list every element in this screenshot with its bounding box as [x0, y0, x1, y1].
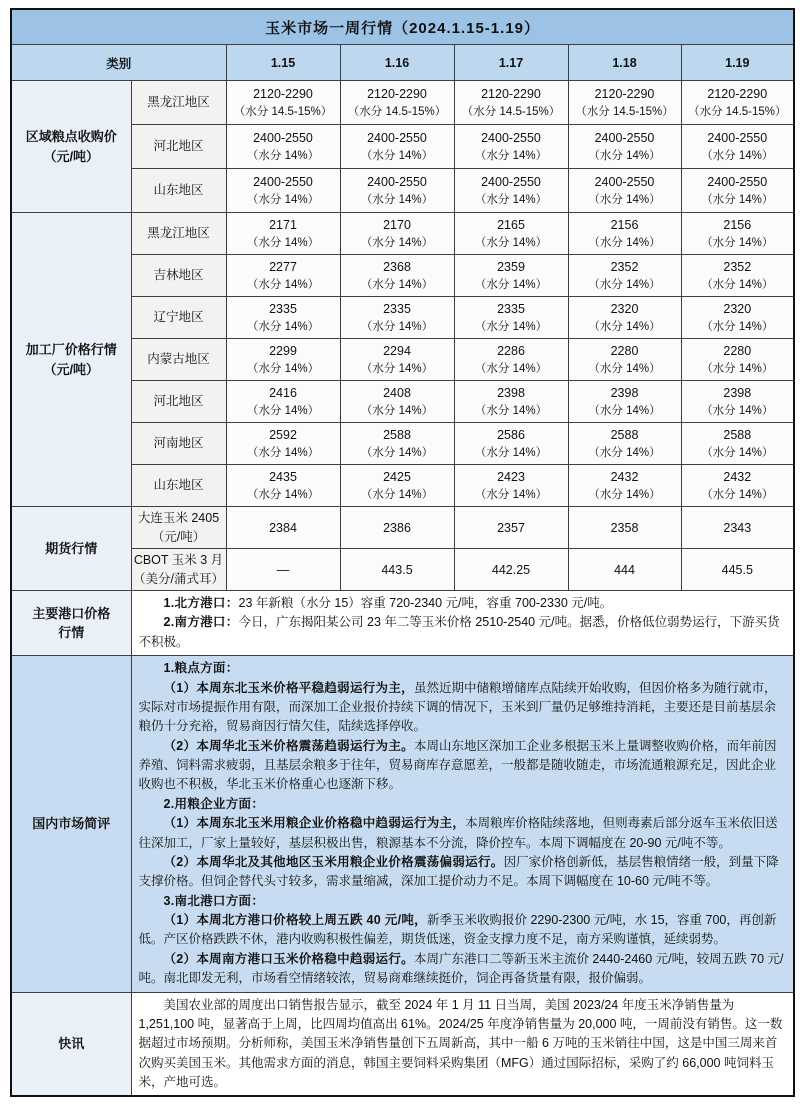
section-label-unit: （元/吨） [43, 148, 100, 164]
price-value: 2286 [497, 343, 525, 358]
price-value: 2343 [723, 520, 752, 535]
price-cell [681, 81, 794, 125]
price-cell [226, 125, 340, 169]
row-label-unit: （元/吨） [151, 529, 206, 544]
moisture-note: （水分 14%） [474, 193, 548, 206]
moisture-note: （水分 14.5-15%） [233, 105, 333, 118]
price-value: 2425 [383, 469, 411, 484]
price-value: 2120-2290 [367, 86, 427, 101]
moisture-note: （水分 14%） [588, 488, 661, 501]
price-cell [681, 381, 794, 423]
row-label-line: 山东地区 [153, 183, 204, 198]
paragraph-text: 今日，广东揭阳某公司 23 年二等玉米价格 2510-2540 元/吨。据悉，价格低位弱势运行，下游买货不积极。 [138, 615, 780, 649]
paragraph-lead: （1）本周北方港口价格较上周五跌 40 元/吨， [163, 913, 427, 927]
price-value: 2384 [269, 520, 297, 535]
price-cell [568, 81, 681, 125]
paragraph-lead: （2）本周华北玉米价格震荡趋弱运行为主。 [163, 738, 414, 753]
price-cell [226, 549, 340, 591]
moisture-note: （水分 14%） [701, 404, 774, 417]
price-cell [454, 255, 568, 297]
price-cell [681, 339, 794, 381]
price-value: 2368 [383, 259, 411, 274]
moisture-note: （水分 14.5-15%） [575, 105, 674, 118]
price-cell [568, 549, 681, 591]
moisture-note: （水分 14%） [474, 236, 548, 249]
price-value: 2280 [723, 343, 752, 358]
price-value: 2156 [723, 217, 752, 232]
price-value: 2294 [383, 343, 411, 358]
moisture-note: （水分 14%） [360, 446, 434, 459]
moisture-note: （水分 14%） [588, 236, 661, 249]
price-value: 2398 [610, 385, 639, 400]
row-label-line: 吉林地区 [153, 268, 204, 283]
price-cell [681, 549, 794, 591]
moisture-note: （水分 14%） [701, 236, 774, 249]
moisture-note: （水分 14%） [474, 446, 548, 459]
row-label-line: 辽宁地区 [153, 310, 204, 325]
row-label-line: CBOT 玉米 3 月 [133, 553, 224, 568]
section-label-unit: （元/吨） [43, 361, 100, 377]
moisture-note: （水分 14%） [588, 404, 661, 417]
paragraph-lead: 3.南北港口方面： [163, 893, 265, 908]
moisture-note: （水分 14%） [701, 362, 774, 375]
paragraph [139, 795, 787, 814]
moisture-note: （水分 14%） [474, 278, 548, 291]
moisture-note: （水分 14%） [246, 362, 320, 375]
moisture-note: （水分 14.5-15%） [461, 105, 561, 118]
price-cell [681, 255, 794, 297]
moisture-note: （水分 14%） [588, 278, 661, 291]
row-label [131, 255, 226, 297]
moisture-note: （水分 14%） [246, 236, 320, 249]
row-label [131, 423, 226, 465]
paragraph-lead: 2.用粮企业方面： [163, 796, 265, 811]
price-cell [681, 169, 794, 213]
price-cell [568, 507, 681, 549]
section-review [11, 656, 794, 992]
moisture-note: （水分 14%） [246, 278, 320, 291]
price-cell [568, 423, 681, 465]
moisture-note: （水分 14%） [588, 149, 661, 162]
section-label-line: 国内市场简评 [32, 816, 111, 832]
paragraph-text: 23 年新粮（水分 15）容重 720-2340 元/吨，容重 700-2330 元/吨。 [238, 596, 613, 610]
moisture-note: （水分 14%） [360, 278, 434, 291]
moisture-note: （水分 14%） [360, 320, 434, 333]
table-row [11, 81, 794, 125]
row-label [131, 381, 226, 423]
price-cell [568, 297, 681, 339]
price-cell [226, 423, 340, 465]
price-cell [681, 423, 794, 465]
price-cell [454, 423, 568, 465]
price-cell [454, 549, 568, 591]
section-label [11, 591, 131, 656]
price-value: 2588 [383, 427, 411, 442]
section-text [131, 992, 794, 1096]
row-label [131, 465, 226, 507]
moisture-note: （水分 14%） [474, 404, 548, 417]
row-label [131, 339, 226, 381]
moisture-note: （水分 14%） [701, 320, 774, 333]
paragraph-lead: （2）本周南方港口玉米价格稳中趋弱运行。 [163, 951, 414, 966]
moisture-note: （水分 14%） [246, 488, 320, 501]
price-value: 2586 [497, 427, 525, 442]
paragraph [139, 996, 787, 1093]
row-label-line: 山东地区 [153, 478, 204, 493]
price-value: 2352 [723, 259, 752, 274]
row-label [131, 81, 226, 125]
row-label-line: 黑龙江地区 [147, 95, 210, 110]
moisture-note: （水分 14%） [588, 320, 661, 333]
price-cell [340, 549, 454, 591]
price-cell [568, 255, 681, 297]
price-cell [568, 465, 681, 507]
price-value: 2335 [269, 301, 297, 316]
paragraph-lead: 1.北方港口： [163, 596, 239, 610]
row-label [131, 549, 226, 591]
price-cell [226, 507, 340, 549]
moisture-note: （水分 14%） [588, 446, 661, 459]
column-header-date: 1.18 [568, 45, 681, 81]
price-value: 444 [614, 562, 635, 577]
price-value: 2320 [610, 301, 639, 316]
section-text [131, 591, 794, 656]
row-label-line: 内蒙古地区 [147, 352, 210, 367]
price-cell [340, 81, 454, 125]
moisture-note: （水分 14%） [246, 446, 320, 459]
section-processor-prices [11, 213, 794, 507]
moisture-note: （水分 14%） [474, 362, 548, 375]
price-value: 2400-2550 [707, 130, 768, 145]
moisture-note: （水分 14%） [474, 488, 548, 501]
price-cell [681, 213, 794, 255]
moisture-note: （水分 14%） [701, 278, 774, 291]
moisture-note: （水分 14.5-15%） [688, 105, 787, 118]
moisture-note: （水分 14%） [701, 149, 774, 162]
price-value: 2398 [723, 385, 752, 400]
price-cell [340, 125, 454, 169]
price-value: 2299 [269, 343, 297, 358]
column-header-date: 1.19 [681, 45, 794, 81]
moisture-note: （水分 14%） [360, 236, 434, 249]
price-cell [568, 125, 681, 169]
price-cell [226, 297, 340, 339]
price-value: 2357 [497, 520, 525, 535]
price-cell [226, 169, 340, 213]
price-value: 2320 [723, 301, 752, 316]
price-cell [681, 125, 794, 169]
price-cell [454, 81, 568, 125]
price-value: 2400-2550 [594, 130, 655, 145]
paragraph-lead: 1.粮点方面： [163, 661, 239, 676]
price-value: 2400-2550 [707, 174, 768, 189]
price-value: 2400-2550 [481, 174, 541, 189]
row-label [131, 125, 226, 169]
price-cell [681, 507, 794, 549]
price-cell [340, 169, 454, 213]
header-row [11, 45, 794, 81]
price-value: 2400-2550 [367, 130, 427, 145]
moisture-note: （水分 14%） [246, 320, 320, 333]
moisture-note: （水分 14%） [360, 193, 434, 206]
moisture-note: （水分 14%） [360, 404, 434, 417]
price-value: 2400-2550 [253, 130, 313, 145]
price-value: 2432 [723, 469, 752, 484]
price-value: 443.5 [381, 562, 413, 577]
title-row [11, 9, 794, 45]
price-cell [340, 213, 454, 255]
corn-market-table [10, 8, 795, 1097]
price-value: 2335 [383, 301, 411, 316]
price-value: 2435 [269, 469, 297, 484]
price-value: 2400-2550 [367, 174, 427, 189]
moisture-note: （水分 14%） [701, 193, 774, 206]
moisture-note: （水分 14%） [246, 149, 320, 162]
text-sections [11, 591, 794, 1097]
price-value: 2588 [610, 427, 639, 442]
section-label-line: 区域粮点收购价 [25, 129, 117, 144]
price-cell [340, 297, 454, 339]
price-value: 2592 [269, 427, 297, 442]
section-text [131, 656, 794, 992]
section-news [11, 992, 794, 1096]
moisture-note: （水分 14%） [701, 446, 774, 459]
paragraph-text: 因厂家价格创新低，基层售粮情绪一般，到量下降支撑价格。但饲企替代头寸较多，需求量缩减，深加工提价动力不足。本周下调幅度在 10-60 元/吨不等。 [138, 854, 779, 889]
moisture-note: （水分 14%） [360, 488, 434, 501]
price-value: 2352 [610, 259, 639, 274]
row-label [131, 169, 226, 213]
paragraph-text: 本周广东港口二等新玉米主流价 2440-2460 元/吨，较周五跌 70 元/吨。南北即发无利，市场看空情绪较浓，贸易商难继续挺价，饲企再备货量有限，报价偏弱。 [138, 951, 784, 986]
column-header-category: 类别 [11, 45, 226, 81]
paragraph [139, 594, 787, 613]
section-regional-purchase-prices [11, 81, 794, 213]
price-value: 2432 [610, 469, 639, 484]
price-cell [226, 339, 340, 381]
paragraph [139, 892, 787, 911]
price-value: 2120-2290 [481, 86, 541, 101]
section-futures [11, 507, 794, 591]
paragraph [139, 814, 787, 853]
row-label-unit: （美分/蒲式耳） [133, 571, 224, 586]
price-cell [681, 465, 794, 507]
price-cell [340, 381, 454, 423]
paragraph [139, 911, 787, 950]
price-cell [226, 255, 340, 297]
paragraph-text: 本周粮库价格陆续落地，但则毒素后部分返车玉米依旧送往深加工，厂家上量较好，基层积极出售，粮源基本不分流，降价控车。本周下调幅度在 20-90 元/吨不等。 [138, 816, 778, 850]
section-label [11, 992, 131, 1096]
price-value: 2358 [610, 520, 639, 535]
row-label-line: 河北地区 [153, 394, 204, 409]
paragraph-lead: （1）本周东北玉米价格平稳趋弱运行为主， [163, 680, 414, 695]
table-row [11, 507, 794, 549]
price-cell [454, 339, 568, 381]
price-cell [340, 339, 454, 381]
paragraph-lead: 2.南方港口： [163, 615, 239, 630]
price-cell [454, 507, 568, 549]
price-value: 2400-2550 [253, 174, 313, 189]
price-value: 2280 [610, 343, 639, 358]
row-label-line: 大连玉米 2405 [137, 511, 220, 526]
moisture-note: （水分 14%） [360, 362, 434, 375]
price-cell [226, 213, 340, 255]
paragraph [139, 853, 787, 892]
price-value: — [276, 562, 290, 577]
paragraph [139, 737, 787, 795]
price-cell [568, 339, 681, 381]
price-value: 445.5 [721, 562, 753, 577]
price-value: 2386 [383, 520, 411, 535]
price-value: 2408 [383, 385, 411, 400]
paragraph-text: 新季玉米收购报价 2290-2300 元/吨，水 15，容重 700，再创新低。产区价格跌跌不休，港内收购积极性偏差，期货低迷，资金支撑力度不足，南方采购谨慎，延续弱势。 [138, 913, 777, 947]
price-cell [454, 213, 568, 255]
price-value: 2359 [497, 259, 525, 274]
paragraph [139, 659, 787, 678]
price-cell [568, 381, 681, 423]
price-cell [568, 169, 681, 213]
moisture-note: （水分 14%） [474, 149, 548, 162]
row-label [131, 297, 226, 339]
section-label [11, 81, 131, 213]
column-header-date: 1.15 [226, 45, 340, 81]
moisture-note: （水分 14%） [246, 193, 320, 206]
price-cell [340, 255, 454, 297]
price-value: 2416 [269, 385, 297, 400]
paragraph [139, 950, 787, 989]
moisture-note: （水分 14%） [360, 149, 434, 162]
price-cell [340, 507, 454, 549]
price-cell [340, 465, 454, 507]
moisture-note: （水分 14%） [588, 193, 661, 206]
row-label-line: 黑龙江地区 [147, 226, 210, 241]
section-label [11, 213, 131, 507]
price-value: 2170 [383, 217, 411, 232]
section-label-line: 快讯 [58, 1036, 85, 1052]
price-value: 2171 [269, 217, 297, 232]
price-value: 2120-2290 [707, 86, 768, 101]
price-value: 2165 [497, 217, 525, 232]
paragraph-text: 虽然近期中储粮增储库点陆续开始收购，但因价格多为随行就市，实际对市场提振作用有限，而深加工企业报价持续下调的情况下，玉米到厂量仍足够维持消耗，主要还是目前基层余粮仍十分充裕，贸易商因行情欠佳，陆续选择停收。 [138, 680, 777, 734]
row-label-line: 河南地区 [153, 436, 204, 451]
moisture-note: （水分 14%） [588, 362, 661, 375]
moisture-note: （水分 14.5-15%） [347, 105, 447, 118]
price-cell [454, 297, 568, 339]
page-title: 玉米市场一周行情（2024.1.15-1.19） [11, 9, 794, 45]
price-value: 2588 [723, 427, 752, 442]
price-value: 2277 [269, 259, 297, 274]
moisture-note: （水分 14%） [474, 320, 548, 333]
price-cell [568, 213, 681, 255]
price-cell [226, 465, 340, 507]
section-label-line: 期货行情 [45, 540, 98, 556]
price-cell [340, 423, 454, 465]
section-label-line: 行情 [58, 625, 85, 641]
paragraph-text: 本周山东地区深加工企业多根据玉米上量调整收购价格，而年前因养殖、饲料需求疲弱，且基层余粮多于往年，贸易商库存意愿差，一般都是随收随走，市场流通粮源充足，因此企业收购也不积极，华北玉米价格重心也逐渐下移。 [138, 738, 777, 792]
price-cell [454, 125, 568, 169]
paragraph-lead: （1）本周东北玉米用粮企业价格稳中趋弱运行为主， [163, 816, 466, 831]
price-value: 2335 [497, 301, 525, 316]
price-cell [454, 169, 568, 213]
price-cell [681, 297, 794, 339]
paragraph [139, 679, 787, 737]
paragraph-text: 美国农业部的周度出口销售报告显示，截至 2024 年 1 月 11 日当周，美国 2023/24 年度玉米净销售量为 1,251,100 吨，显著高于上周，比四周均值高出 61%。2024/25 年度净销售量为 20,000 吨，一周前没有销售。这一数据超过市场预期。分析师称，美国玉米净销售量创下五周新高，其中一船 6 万吨的玉米销往中国，这是中国三周来首次购买美国玉米。其他需求方面的消息，韩国主要饲料采购集团（MFG）通过国际招标，采购了约 66,000 吨饲料玉米，产地可选。 [138, 997, 783, 1089]
row-label-line: 河北地区 [153, 139, 204, 154]
row-label [131, 507, 226, 549]
price-value: 2423 [497, 469, 525, 484]
row-label [131, 213, 226, 255]
price-value: 2398 [497, 385, 525, 400]
moisture-note: （水分 14%） [246, 404, 320, 417]
column-header-date: 1.16 [340, 45, 454, 81]
section-label [11, 507, 131, 591]
paragraph-lead: （2）本周华北及其他地区玉米用粮企业价格震荡偏弱运行。 [163, 854, 504, 869]
column-header-date: 1.17 [454, 45, 568, 81]
moisture-note: （水分 14%） [701, 488, 774, 501]
section-port [11, 591, 794, 656]
section-label [11, 656, 131, 992]
price-value: 2120-2290 [594, 86, 655, 101]
price-cell [454, 465, 568, 507]
price-value: 2120-2290 [253, 86, 313, 101]
paragraph [139, 613, 787, 652]
section-label-line: 主要港口价格 [32, 605, 111, 621]
price-value: 2400-2550 [481, 130, 541, 145]
price-cell [226, 381, 340, 423]
table-row [11, 213, 794, 255]
section-label-line: 加工厂价格行情 [25, 342, 117, 357]
price-value: 2156 [610, 217, 639, 232]
price-value: 442.25 [491, 562, 531, 577]
price-cell [454, 381, 568, 423]
price-value: 2400-2550 [594, 174, 655, 189]
price-cell [226, 81, 340, 125]
